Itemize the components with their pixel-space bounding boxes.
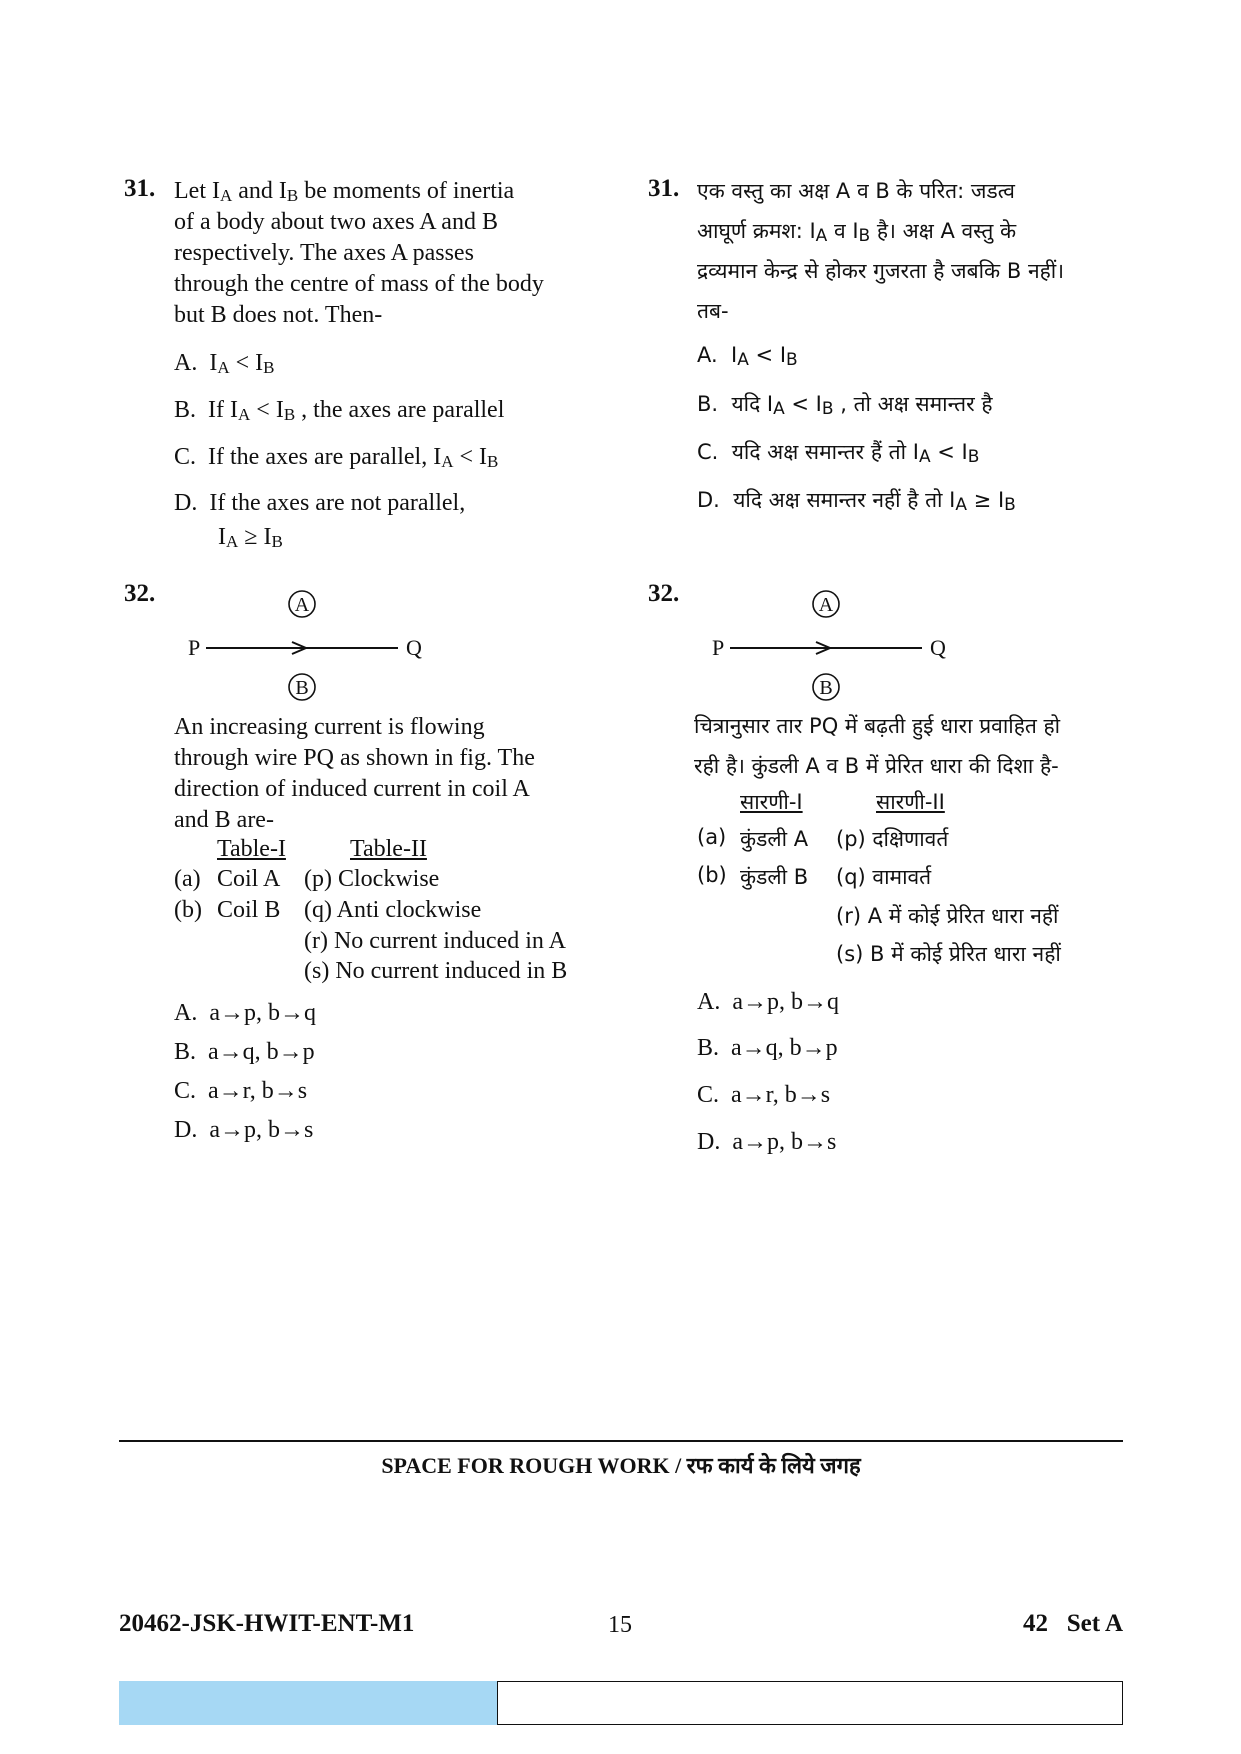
rough-work-label: SPACE FOR ROUGH WORK / रफ कार्य के लिये जगह	[381, 1453, 861, 1478]
option-b: B. यदि $I_A < I_B$ , तो अक्ष समान्तर है	[697, 392, 993, 419]
wire-coil-diagram	[704, 582, 964, 702]
option-c: C. a→r, b→s	[174, 1078, 308, 1104]
option-c: C. a→r, b→s	[697, 1082, 831, 1108]
question-number: 31.	[648, 175, 680, 202]
page-number: 15	[608, 1612, 632, 1638]
option-d: D. यदि अक्ष समान्तर नहीं है तो $I_A \ge I_B$	[697, 488, 1016, 515]
coil-a-label: A	[294, 594, 310, 616]
table-row-key: (a)	[174, 866, 201, 892]
table-row-right: (q) Anti clockwise	[304, 897, 482, 923]
table-heading-1: Table-I	[217, 836, 286, 862]
footer-empty-box	[497, 1681, 1123, 1725]
paper-code: 20462-JSK-HWIT-ENT-M1	[119, 1610, 415, 1637]
option-d-continuation: $I_A \ge I_B$	[218, 524, 283, 551]
option-c: C. यदि अक्ष समान्तर हैं तो $I_A < I_B$	[697, 440, 980, 467]
wire-start-label: P	[188, 635, 201, 660]
option-c: C. If the axes are parallel, $I_A < I_B$	[174, 444, 499, 471]
table-row-left: Coil B	[217, 897, 281, 923]
option-a: A. $I_A < I_B$	[697, 343, 798, 370]
question-32-text-hi: चित्रानुसार तार PQ में बढ़ती हुई धारा प्रवाहित हो रही है। कुंडली A व B में प्रेरित धारा की दिशा है-	[694, 714, 1061, 778]
separator-line	[119, 1440, 1123, 1442]
question-number: 31.	[124, 175, 156, 202]
table-heading-2: सारणी-II	[876, 790, 945, 814]
footer-color-bar	[119, 1681, 497, 1725]
table-row-left: कुंडली A	[740, 827, 809, 851]
question-31-text-en: Let $I_A$ and $I_B$ be moments of inertia of a body about two axes A and B respectively. The axes A passes through the centre of mass of the body but B does not. Then-	[174, 178, 544, 328]
table-row-right: (p) दक्षिणावर्त	[836, 827, 949, 851]
table-heading-2: Table-II	[350, 836, 427, 862]
table-row-left: कुंडली B	[740, 865, 809, 889]
option-a: A. a→p, b→q	[697, 989, 839, 1015]
table-row-key: (b)	[697, 863, 727, 887]
table-row-key: (b)	[174, 897, 202, 923]
question-31-text-hi: एक वस्तु का अक्ष A व B के परित: जडत्व आघूर्ण क्रमश: $I_A$ व $I_B$ है। अक्ष A वस्तु के द्रव्यमान केन्द्र से होकर गुजरता है जबकि B नहीं। तब-	[697, 179, 1065, 323]
coil-b-label: B	[295, 677, 309, 699]
question-32-text-en: An increasing current is flowing through wire PQ as shown in fig. The direction of induced current in coil A and B are-	[174, 714, 535, 833]
table-heading-1: सारणी-I	[740, 790, 803, 814]
option-b: B. a→q, b→p	[697, 1035, 838, 1061]
table-row-right: (r) No current induced in A	[304, 928, 566, 954]
option-d: D. If the axes are not parallel,	[174, 490, 466, 516]
wire-end-label: Q	[930, 635, 946, 660]
question-number: 32.	[648, 580, 680, 607]
set-label: 42 Set A	[1023, 1610, 1123, 1637]
table-row-right: (s) No current induced in B	[304, 958, 568, 984]
wire-end-label: Q	[406, 635, 422, 660]
option-d: D. a→p, b→s	[697, 1129, 837, 1155]
table-row-right: (q) वामावर्त	[836, 865, 932, 889]
option-d: D. a→p, b→s	[174, 1117, 314, 1143]
table-row-right: (r) A में कोई प्रेरित धारा नहीं	[836, 904, 1059, 928]
table-row-right: (s) B में कोई प्रेरित धारा नहीं	[836, 942, 1061, 966]
wire-coil-diagram	[180, 582, 440, 702]
table-row-key: (a)	[697, 825, 727, 849]
table-row-right: (p) Clockwise	[304, 866, 440, 892]
option-b: B. a→q, b→p	[174, 1039, 315, 1065]
question-number: 32.	[124, 580, 156, 607]
coil-b-label: B	[819, 677, 833, 699]
wire-start-label: P	[712, 635, 725, 660]
coil-a-label: A	[818, 594, 834, 616]
option-a: A. a→p, b→q	[174, 1000, 316, 1026]
option-a: A. $I_A < I_B$	[174, 350, 275, 377]
table-row-left: Coil A	[217, 866, 281, 892]
option-b: B. If $I_A < I_B$ , the axes are parallel	[174, 397, 505, 424]
